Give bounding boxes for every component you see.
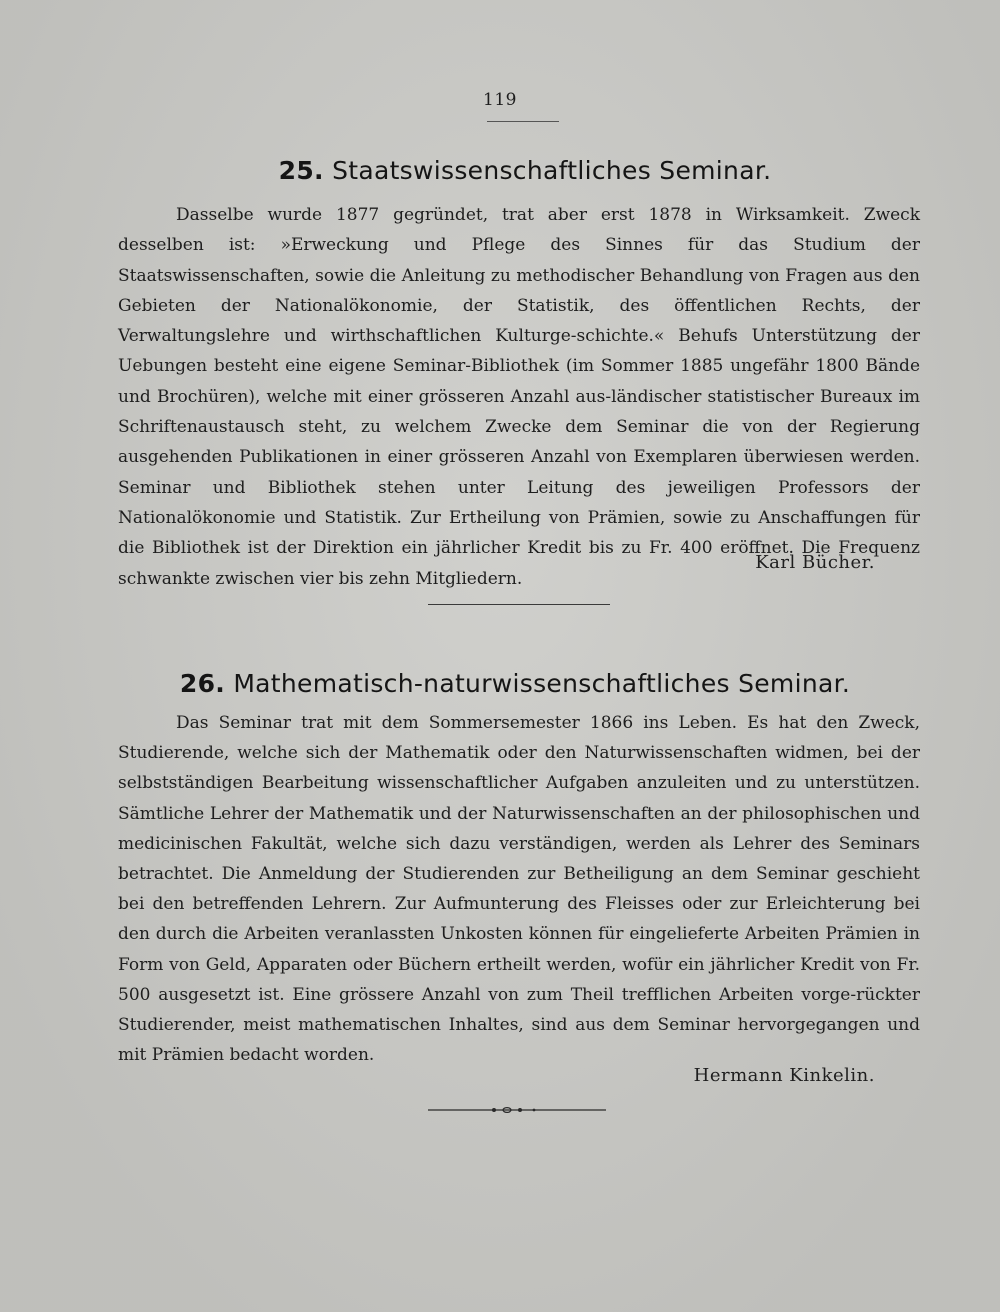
section-25-signature: Karl Bücher. <box>755 552 875 573</box>
section-26-number: 26. <box>179 669 226 698</box>
page-number: 119 <box>483 90 517 110</box>
section-26-title: Mathematisch-naturwissenschaftliches Seminar. <box>233 669 851 698</box>
section-26-heading <box>0 669 1000 698</box>
end-ornament-rule <box>428 1103 606 1117</box>
section-25-title: Staatswissenschaftliches Seminar. <box>332 156 772 185</box>
section-26-paragraph: Das Seminar trat mit dem Sommersemester 1866 ins Leben. Es hat den Zweck, Studierende, welche sich der Mathematik oder den Naturwissenschaften widmen, bei der selbstständigen Bearbeitung wissenschaftlicher Aufgaben anzuleiten und zu unterstützen. Sämtliche Lehrer der Mathematik und der Naturwissenschaften an der philosophischen und medicinischen Fakultät, welche sich dazu verständigen, werden als Lehrer des Seminars betrachtet. Die Anmeldung der Studierenden zur Betheiligung an dem Seminar geschieht bei den betreffenden Lehrern. Zur Aufmunterung des Fleisses oder zur Erleichterung bei den durch die Arbeiten veranlassten Unkosten können für eingelieferte Arbeiten Prämien in Form von Geld, Apparaten oder Büchern ertheilt werden, wofür ein jährlicher Kredit von Fr. 500 ausgesetzt ist. Eine grössere Anzahl von zum Theil trefflichen Arbeiten vorge-rückter Studierender, meist mathematischen Inhaltes, sind aus dem Seminar hervorgegangen und mit Prämien bedacht worden. <box>118 713 920 1066</box>
section-divider-rule <box>428 604 610 605</box>
section-25-number: 25. <box>278 156 324 185</box>
section-25-paragraph: Dasselbe wurde 1877 gegründet, trat aber erst 1878 in Wirksamkeit. Zweck desselben ist: »Erweckung und Pflege des Sinnes für das Studium der Staatswissenschaften, sowie die Anleitung zu methodischer Behandlung von Fragen aus den Gebieten der Nationalökonomie, der Statistik, des öffentlichen Rechts, der Verwaltungslehre und wirthschaftlichen Kulturge-schichte.« Behufs Unterstützung der Uebungen besteht eine eigene Seminar-Bibliothek (im Sommer 1885 ungefähr 1800 Bände und Brochüren), welche mit einer grösseren Anzahl aus-ländischer statistischer Bureaux im Schriftenaustausch steht, zu welchem Zwecke dem Seminar die von der Regierung ausgehenden Publikationen in einer grösseren Anzahl von Exemplaren überwiesen werden. Seminar und Bibliothek stehen unter Leitung des jeweiligen Professors der Nationalökonomie und Statistik. Zur Ertheilung von Prämien, sowie zu Anschaffungen für die Bibliothek ist der Direktion ein jährlicher Kredit bis zu Fr. 400 eröffnet. Die Frequenz schwankte zwischen vier bis zehn Mitgliedern. <box>118 205 920 589</box>
page-number-rule <box>487 121 559 122</box>
section-26-signature: Hermann Kinkelin. <box>693 1065 875 1086</box>
section-25-heading <box>0 156 1000 185</box>
